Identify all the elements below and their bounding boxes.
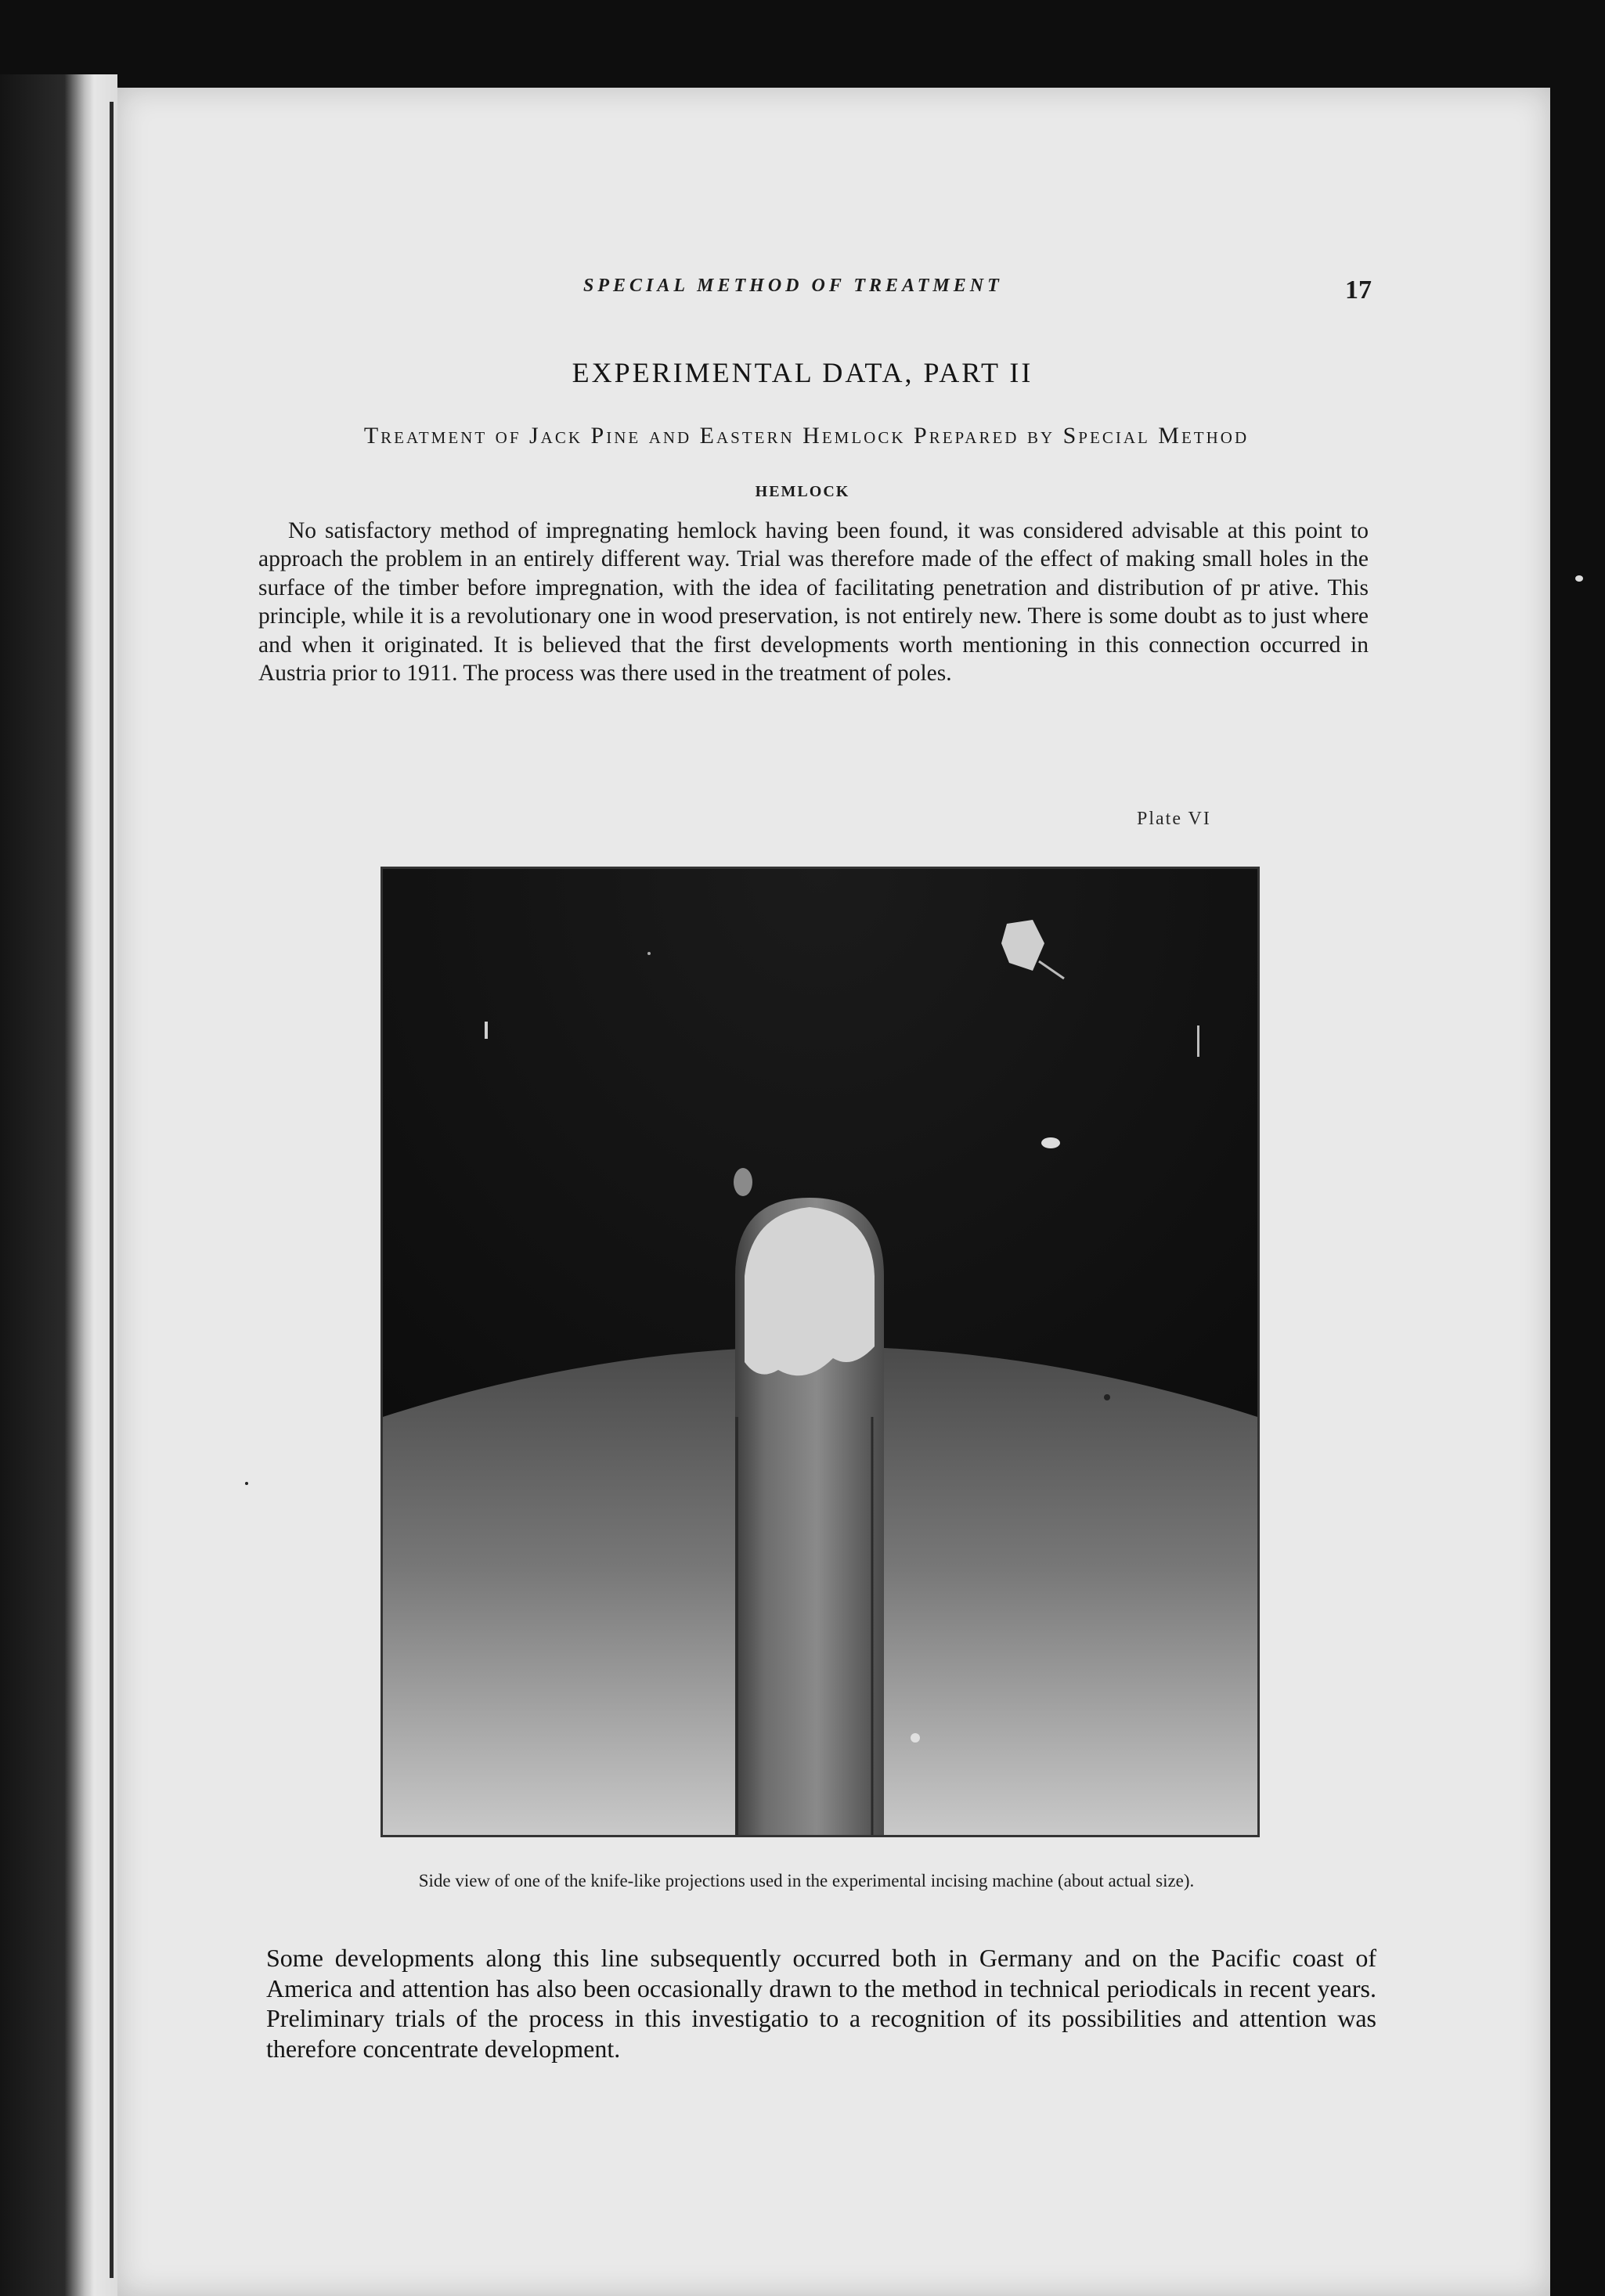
subsection-heading: HEMLOCK — [755, 483, 850, 500]
plate-label: Plate VI — [1137, 809, 1211, 829]
scan-speck — [245, 1482, 248, 1485]
section-subtitle: Treatment of Jack Pine and Eastern Hemlock Prepared by Special Method — [363, 423, 1250, 449]
plate-photograph — [383, 869, 1257, 1835]
section-title: EXPERIMENTAL DATA, PART II — [572, 357, 1033, 388]
body-paragraph-2: Some developments along this line subsequently occurred both in Germany and on the Pacific coast of America and attention has also been occasionally drawn to the method in technical periodicals in recent years. Preliminary trials of the process in this investigatio to a recognition of its possibilities and attention was therefore concentrate development. — [266, 1944, 1376, 2063]
body-paragraph-1: No satisfactory method of impregnating hemlock having been found, it was considered advisable at this point to approach the problem in an entirely different way. Trial was therefore made of the effect of making small holes in the surface of the timber before impregnation, with the idea of facilitating penetration and distribution of pr ative. This principle, while it is a revolutionary one in wood preservation, is not entirely new. There is some doubt as to just where and when it originated. It is believed that the first developments worth mentioning in this connection occurred in Austria prior to 1911. The process was there used in the treatment of poles. — [258, 518, 1369, 687]
running-head: SPECIAL METHOD OF TREATMENT — [583, 276, 1003, 296]
figure-caption: Side view of one of the knife-like projections used in the experimental incising machine (about actual size). — [418, 1871, 1195, 1891]
page-number: 17 — [1345, 276, 1372, 305]
binding-rule — [110, 102, 114, 2278]
scan-speck — [1575, 575, 1583, 582]
knife-projection-image — [383, 869, 1257, 1835]
facing-page-edge — [0, 74, 117, 2296]
